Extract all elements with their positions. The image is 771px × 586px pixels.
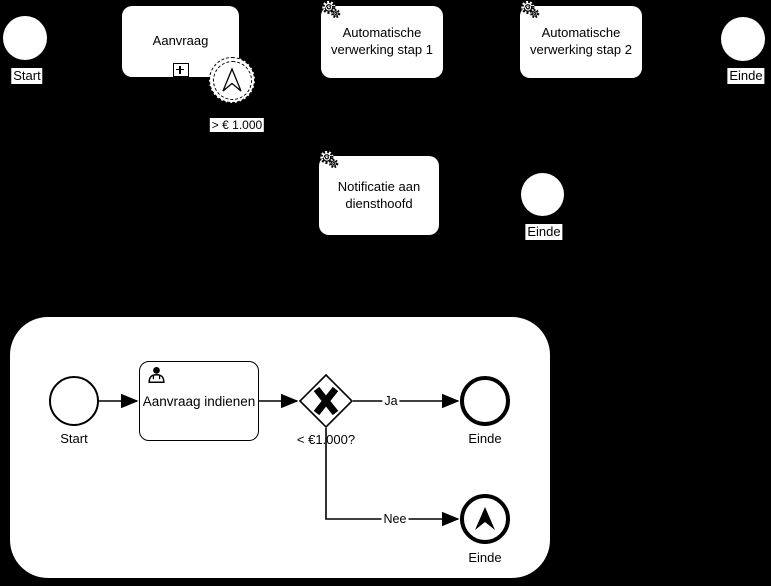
sub-start-label: Start bbox=[60, 431, 88, 446]
sub-end-event-ja[interactable] bbox=[460, 376, 510, 426]
task-auto-step-2[interactable] bbox=[520, 6, 642, 78]
sub-start-event[interactable] bbox=[49, 376, 99, 426]
task-aanvraag-indienen[interactable] bbox=[139, 361, 259, 441]
end-event-main-label: Einde bbox=[729, 68, 763, 83]
task-label: Notificatie aan diensthoofd bbox=[337, 178, 421, 211]
end-event-main[interactable] bbox=[721, 17, 765, 61]
task-label: Aanvraag bbox=[152, 33, 209, 49]
gear-icon bbox=[321, 0, 342, 20]
sub-end-ja-label: Einde bbox=[468, 431, 502, 446]
start-event[interactable] bbox=[3, 16, 47, 60]
sub-end-event-escalation[interactable] bbox=[460, 494, 510, 544]
gear-icon bbox=[319, 150, 340, 170]
flow-nee-label: Nee bbox=[383, 512, 407, 526]
boundary-escalation-label: > € 1.000 bbox=[211, 118, 263, 132]
task-label: Automatische verwerking stap 1 bbox=[331, 25, 433, 57]
task-label: Aanvraag indienen bbox=[142, 393, 256, 409]
task-notification[interactable] bbox=[319, 156, 439, 235]
user-icon bbox=[146, 366, 167, 384]
sub-end-escalation-label: Einde bbox=[468, 550, 502, 565]
flow-ja-label: Ja bbox=[384, 394, 398, 408]
escalation-arrow-icon bbox=[219, 67, 245, 93]
task-label: Automatische verwerking stap 2 bbox=[530, 25, 632, 57]
start-event-label: Start bbox=[13, 68, 41, 83]
plus-marker-icon[interactable] bbox=[173, 63, 189, 77]
end-event-notification[interactable] bbox=[521, 173, 564, 216]
gateway-label: < €1.000? bbox=[296, 432, 356, 447]
task-auto-step-1[interactable] bbox=[321, 6, 443, 78]
end-event-notification-label: Einde bbox=[527, 224, 561, 239]
subprocess-container[interactable] bbox=[10, 317, 550, 578]
exclusive-gateway[interactable] bbox=[299, 374, 353, 428]
gear-icon bbox=[520, 0, 541, 20]
escalation-arrow-icon bbox=[471, 505, 499, 533]
boundary-escalation-event[interactable] bbox=[209, 57, 255, 103]
